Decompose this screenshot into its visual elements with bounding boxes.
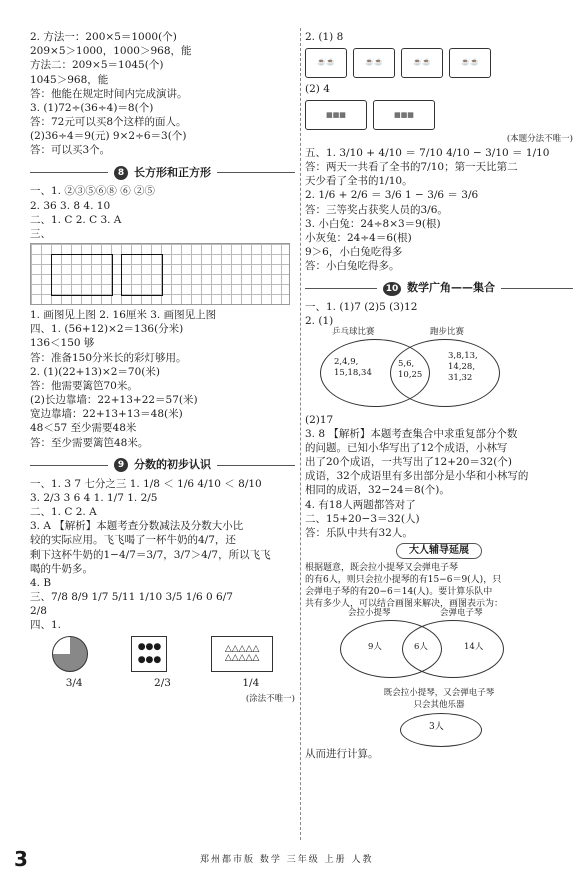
answer-line: (2)36÷4＝9(元) 9×2÷6＝3(个) [30,130,187,143]
answers-block-1 [30,30,295,158]
fraction-label: 2/3 [154,676,171,689]
note-text: (本题分法不唯一) [506,134,573,145]
cup-group-icon: ☕☕ [305,48,347,78]
fraction-labels [30,676,295,690]
answer-line: 4. 有18人两题都答对了 [305,498,416,511]
answer-line: 一、1. (1)7 (2)5 (3)12 [305,301,418,314]
section-number-badge: 10 [383,282,401,296]
venn-region-ab: 6人 [414,642,428,653]
answer-line: 从而进行计算。 [305,748,379,761]
answer-line: 3. 小白兔：24÷8×3＝9(根) [305,217,441,230]
cup-group-icon: ☕☕ [353,48,395,78]
venn-caption: 既会拉小提琴，又会弹电子琴 [383,688,495,699]
venn-caption: 只会其他乐器 [413,699,465,710]
grouping-figure-1 [305,48,573,78]
circle-shaded-figure [52,636,88,672]
rectangle-drawing [51,254,113,296]
answer-line: 的问题。已知小华写出了12个成语，小林写 [305,441,508,454]
answer-line: 2. (1) 8 [305,31,344,43]
section-title: 分数的初步认识 [134,457,211,471]
answer-line: 二、1. C 2. A [30,505,97,518]
answer-line: 3. (1)72÷(36÷4)＝8(个) [30,101,154,114]
answer-line: 四、1. [30,619,62,632]
grouping-figure-2 [305,100,573,130]
answer-line: 2. (1)(22+13)×2＝70(米) [30,365,160,378]
right-column [305,30,573,761]
answer-line: 209×5＞1000，1000＞968，能 [30,45,192,58]
venn-region-ab: 5,6, 10,25 [398,358,423,381]
extension-header [305,543,573,559]
section-header-9 [30,458,295,473]
answer-line: 一、1. 3 7 七分之三 1. 1/8 ＜ 1/6 4/10 ＜ 8/10 [30,477,262,490]
section-title: 数学广角——集合 [407,281,495,295]
answer-line: 9＞6，小白兔吃得多 [305,246,403,259]
answer-line: 剩下这杯牛奶的1−4/7＝3/7，3/7＞4/7，所以飞飞 [30,548,271,561]
answer-line: 2/8 [30,605,47,618]
venn-label-b: 跑步比赛 [430,326,465,337]
answers-block-3 [30,477,295,633]
answer-line: 二、15+20−3＝32(人) [305,512,420,525]
answer-line: 答：小白兔吃得多。 [305,260,400,273]
answer-line: 成语，32个成语里有多出部分是小华和小林写的 [305,470,529,483]
rule-line [217,465,295,466]
note-text: (涂法不唯一) [245,693,295,704]
other-instruments-region [305,711,573,747]
answer-line: 答：三等奖占获奖人员的3/6。 [305,203,448,216]
answer-line: 三、 [30,227,51,240]
answer-line: 答：他能在规定时间内完成演讲。 [30,87,188,100]
section-title: 长方形和正方形 [134,165,211,179]
page-number: 3 [14,847,28,871]
answer-line: 答：两天一共看了全书的7/10；第一天比第二 [305,160,518,173]
answer-line: 答：72元可以买8个这样的面人。 [30,116,187,129]
venn-region-a: 2,4,9, 15,18,34 [334,356,372,379]
venn-region-b: 3,8,13, 14,28, 31,32 [448,350,478,384]
fraction-label: 1/4 [242,676,260,689]
answers-block-r2 [305,146,573,274]
rule-line [30,172,108,173]
section-number-badge: 9 [114,458,128,472]
grid-block-icon: ▦▦▦ [305,100,367,130]
answers-block-r4 [305,413,573,541]
footer-info: 郑州都市版 数学 三年级 上册 人教 [200,855,374,865]
rule-line [217,172,295,173]
answer-line: 天少看了全书的1/10。 [305,175,413,188]
venn-diagram-1 [320,326,510,411]
rule-line [30,465,108,466]
rule-line [501,288,573,289]
left-column [30,30,295,705]
answer-line: 3. A 【解析】本题考查分数减法及分数大小比 [30,520,244,533]
answer-line: (2)17 [305,413,334,426]
answer-line: (2) 4 [305,83,330,96]
answer-line: 共有多少人，可以结合画图来解决，画图表示为： [305,599,504,610]
answer-line: 较的实际应用。飞飞喝了一杯牛奶的4/7，还 [30,534,236,547]
answer-line: 4. B [30,576,52,589]
extension-text [305,562,573,611]
extension-title: 大人辅导延展 [396,543,482,559]
page-footer [0,842,586,874]
answer-line: 3. 8 【解析】本题考查集合中求重复部分个数 [305,427,518,440]
answer-line: 小灰兔：24÷4＝6(根) [305,231,412,244]
answer-line: 答：乐队中共有32人。 [305,526,413,539]
venn-region-b: 14人 [464,642,484,653]
section-number-badge: 8 [114,166,128,180]
answer-line: 一、1. ②③⑤⑥⑧ ⑥ ②⑤ [30,185,156,198]
answer-line: 相同的成语，32−24＝8(个)。 [305,484,450,497]
rule-line [305,288,377,289]
answer-line: 的有6人，则只会拉小提琴的有15−6＝9(人)，只 [305,574,502,585]
answer-line: 答：他需要篱笆70米。 [30,379,138,392]
answer-line: 136＜150 够 [30,337,95,350]
answer-line: 2. 36 3. 8 4. 10 [30,199,111,212]
answer-line: 2. (1) [305,315,334,328]
venn-label-b: 会弹电子琴 [440,608,483,619]
square-drawing [121,254,163,296]
answer-line: 二、1. C 2. C 3. A [30,213,122,226]
drawing-grid [30,243,290,305]
triangles-figure: △△△△△ △△△△△ [211,636,273,672]
venn-label-a: 乒乓球比赛 [332,326,375,337]
answer-line: 1. 画图见上图 2. 16厘米 3. 画图见上图 [30,309,217,322]
answer-line: 根据题意，既会拉小提琴又会弹电子琴 [305,562,459,573]
venn-diagram-2 [340,608,530,686]
answer-line: 48＜57 至少需要48米 [30,422,137,435]
answer-line: 会弹电子琴的有20−6＝14(人)。要计算乐队中 [305,586,493,597]
section-header-10 [305,281,573,296]
answer-line: (2)长边靠墙：22+13+22＝57(米) [30,394,198,407]
answer-line: 喝的牛奶多。 [30,562,93,575]
grid-block-icon: ▦▦▦ [373,100,435,130]
answer-line: 方法二：209×5＝1045(个) [30,59,164,72]
answer-line: 2. 方法一：200×5＝1000(个) [30,31,177,43]
answer-line: 四、1. (56+12)×2＝136(分米) [30,323,184,336]
answer-line: 宽边靠墙：22+13+13＝48(米) [30,408,183,421]
cup-group-icon: ☕☕ [449,48,491,78]
answer-line: 五、1. 3/10 + 4/10 ＝ 7/10 4/10 − 3/10 ＝ 1/10 [305,146,550,159]
fraction-pictures [30,636,295,672]
answer-line: 2. 1/6 + 2/6 ＝ 3/6 1 − 3/6 ＝ 3/6 [305,189,479,202]
fraction-label: 3/4 [65,676,83,689]
answer-line: 1045＞968，能 [30,73,109,86]
cup-group-icon: ☕☕ [401,48,443,78]
answer-line: 出了20个成语，一共写出了12+20＝32(个) [305,456,512,469]
answer-line: 三、7/8 8/9 1/7 5/11 1/10 3/5 1/6 0 6/7 [30,591,233,604]
answers-block-2a [30,184,295,241]
answers-block-r3 [305,300,573,328]
apples-figure: ●●● ●●● [131,636,167,672]
venn-label-a: 会拉小提琴 [348,608,391,619]
answer-line: 答：准备150分米长的彩灯够用。 [30,351,187,364]
venn-region-a: 9人 [368,642,382,653]
section-header-8 [30,166,295,181]
answers-block-2b [30,308,295,450]
answer-line: 3. 2/3 3 6 4 1. 1/7 1. 2/5 [30,491,158,504]
venn-region-other: 3人 [429,722,444,733]
answer-line: 答：至少需要篱笆48米。 [30,436,149,449]
column-divider [300,28,301,840]
answer-line: 答：可以买3个。 [30,144,111,157]
